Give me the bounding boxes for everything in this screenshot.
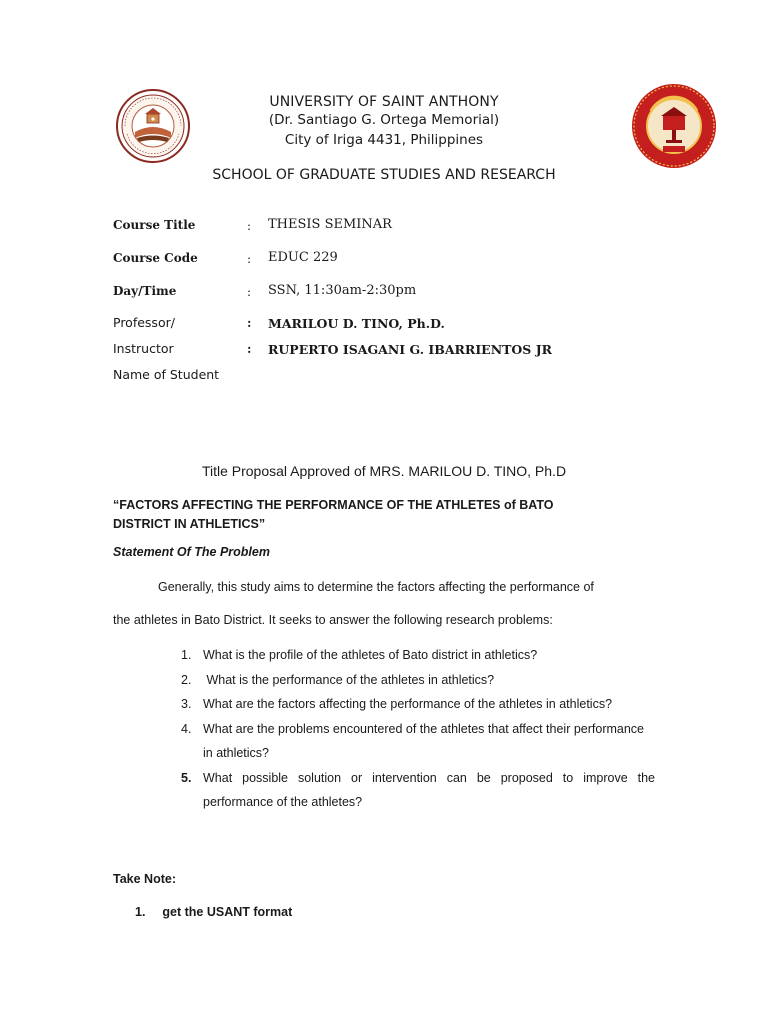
list-number: 3.: [181, 697, 192, 711]
list-item: [160, 766, 655, 815]
instructor-label: Instructor: [113, 341, 174, 356]
list-number: 2.: [181, 672, 192, 687]
list-item: [160, 692, 655, 717]
school-name: SCHOOL OF GRADUATE STUDIES AND RESEARCH: [212, 167, 556, 183]
research-problems-list: [160, 643, 655, 815]
list-text: What is the performance of the athletes in athletics?: [203, 672, 495, 687]
intro-paragraph-line-2: the athletes in Bato District. It seeks to answer the following research problems:: [113, 613, 553, 627]
statement-heading: Statement Of The Problem: [113, 545, 270, 559]
list-item: [160, 717, 655, 766]
student-name-label: Name of Student: [113, 367, 220, 382]
course-code-label: Course Code: [113, 251, 198, 265]
list-text: What are the factors affecting the performance of the athletes in athletics?: [203, 697, 613, 711]
professor-colon: :: [247, 316, 252, 330]
title-approved-line: Title Proposal Approved of MRS. MARILOU D. TINO, Ph.D: [201, 463, 567, 479]
university-memorial: [160, 112, 608, 128]
take-note-text: get the USANT format: [162, 905, 293, 919]
professor-label: Professor/: [113, 315, 175, 330]
intro-paragraph-line-1: [113, 571, 655, 604]
list-item: [160, 668, 655, 693]
instructor-value: RUPERTO ISAGANI G. IBARRIENTOS JR: [268, 342, 552, 357]
take-note-number: 1.: [135, 905, 146, 919]
take-note-item: [135, 905, 292, 919]
list-item: [160, 643, 655, 668]
course-title-label: Course Title: [113, 218, 196, 232]
list-text: What is the profile of the athletes of Bato district in athletics?: [203, 648, 538, 662]
list-number: 5.: [181, 770, 192, 785]
list-number: 4.: [181, 721, 192, 736]
course-code-value: EDUC 229: [268, 250, 338, 265]
list-text: What are the problems encountered of the athletes that affect their performance in athletics?: [203, 721, 644, 760]
day-time-label: Day/Time: [113, 284, 177, 298]
memorial-name: Dr. Santiago G. Ortega Memorial): [274, 112, 500, 128]
course-title-colon: :: [247, 219, 252, 233]
list-text: What possible solution or intervention can be proposed to improve the performance of the athletes?: [203, 770, 655, 809]
take-note-heading: Take Note:: [113, 872, 176, 886]
intro-text-1: Generally, this study aims to determine the factors affecting the performance of: [158, 580, 594, 594]
university-address: City of Iriga 4431, Philippines: [284, 132, 484, 148]
list-number: 1.: [181, 648, 192, 662]
study-title-line-1: “FACTORS AFFECTING THE PERFORMANCE OF THE ATHLETES of BATO: [113, 498, 554, 512]
memorial-open-paren: (: [268, 112, 275, 128]
course-code-colon: :: [247, 252, 252, 266]
university-name: UNIVERSITY OF SAINT ANTHONY: [269, 94, 499, 110]
instructor-colon: :: [247, 342, 252, 356]
day-time-value: SSN, 11:30am-2:30pm: [268, 283, 417, 298]
course-title-value: THESIS SEMINAR: [268, 217, 392, 232]
graduate-school-seal-logo: [631, 83, 717, 169]
professor-value: MARILOU D. TINO, Ph.D.: [268, 316, 445, 331]
study-title-line-2: DISTRICT IN ATHLETICS”: [113, 517, 266, 531]
day-time-colon: :: [247, 285, 252, 299]
